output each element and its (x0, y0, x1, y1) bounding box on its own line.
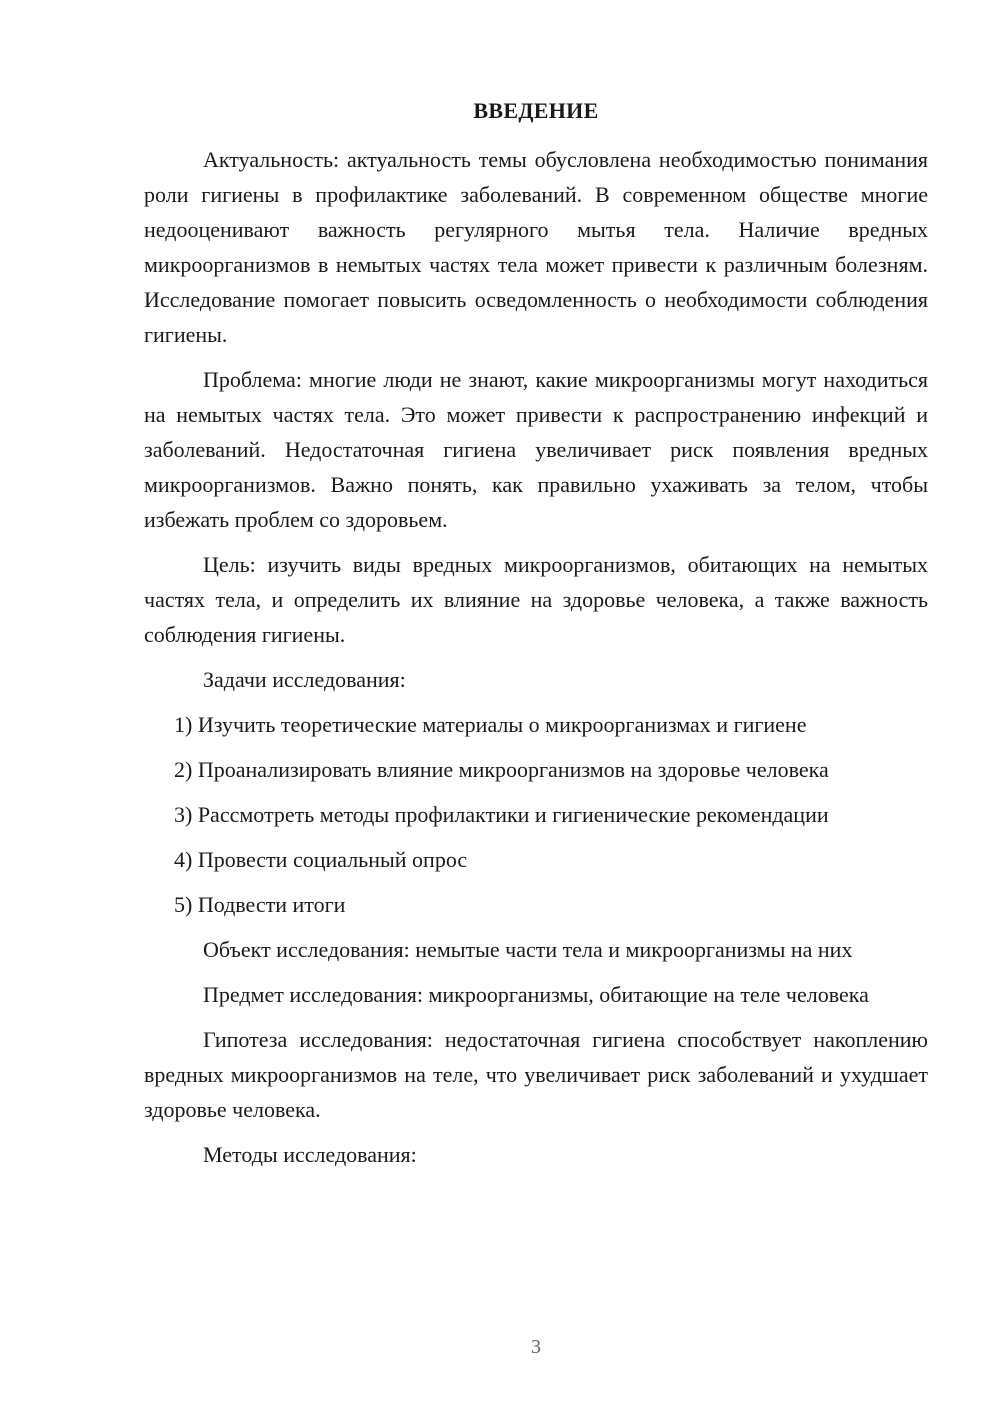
methods-heading: Методы исследования: (203, 1142, 417, 1167)
goal-paragraph: Цель: изучить виды вредных микроорганизмов, обитающих на немытых частях тела, и определить их влияние на здоровье человека, а также важность соблюдения гигиены. (144, 552, 928, 647)
task-item: 5) Подвести итоги (174, 892, 346, 917)
section-title: ВВЕДЕНИЕ (473, 98, 599, 123)
hypothesis-paragraph: Гипотеза исследования: недостаточная гигиена способствует накоплению вредных микроорганизмов на теле, что увеличивает риск заболеваний и ухудшает здоровье человека. (144, 1027, 928, 1122)
task-item: 4) Провести социальный опрос (174, 847, 468, 872)
page-number: 3 (531, 1336, 541, 1358)
object-paragraph: Объект исследования: немытые части тела и микроорганизмы на них (203, 937, 853, 962)
task-item: 2) Проанализировать влияние микроорганизмов на здоровье человека (174, 757, 829, 782)
subject-paragraph: Предмет исследования: микроорганизмы, обитающие на теле человека (203, 982, 869, 1007)
relevance-paragraph: Актуальность: актуальность темы обусловлена необходимостью понимания роли гигиены в профилактике заболеваний. В современном обществе многие недооценивают важность регулярного мытья тела. Наличие вредных микроорганизмов в немытых частях тела может привести к различным болезням. Исследование помогает повысить осведомленность о необходимости соблюдения гигиены. (144, 147, 928, 347)
tasks-heading: Задачи исследования: (203, 667, 406, 692)
task-item: 1) Изучить теоретические материалы о микроорганизмах и гигиене (174, 712, 807, 737)
problem-paragraph: Проблема: многие люди не знают, какие микроорганизмы могут находиться на немытых частях тела. Это может привести к распространению инфекций и заболеваний. Недостаточная гигиена увеличивает риск появления вредных микроорганизмов. Важно понять, как правильно ухаживать за телом, чтобы избежать проблем со здоровьем. (144, 367, 928, 532)
task-item: 3) Рассмотреть методы профилактики и гигиенические рекомендации (174, 802, 829, 827)
document-body (144, 142, 928, 1182)
